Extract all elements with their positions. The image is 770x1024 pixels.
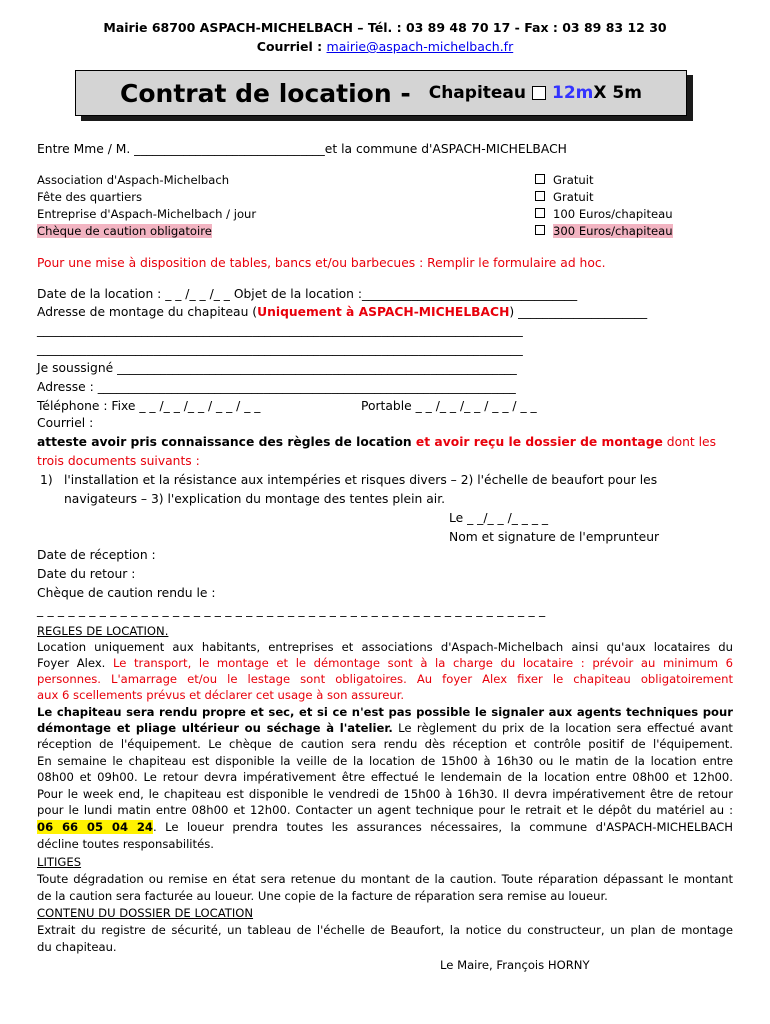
contenu-line-2: du chapiteau. [37, 940, 117, 954]
date-reception[interactable]: Date de réception : [37, 548, 156, 562]
litiges-heading: LITIGES [37, 855, 82, 869]
checkbox-12m[interactable] [532, 86, 546, 100]
tarif-label-3: Chèque de caution obligatoire [37, 224, 212, 238]
entre-line: Entre Mme / M. _______________________________et la commune d'ASPACH-MICHELBACH [37, 142, 567, 156]
litiges-line-2: de la caution sera facturée au loueur. Une copie de la facture de réparation sera remise au loueur. [37, 889, 608, 903]
separator-dashes: _ _ _ _ _ _ _ _ _ _ _ _ _ _ _ _ _ _ _ _ _ _ _ _ _ _ _ _ _ _ _ _ _ _ _ _ _ _ _ _ _ _ _ _ _ _ _ _ _ [37, 603, 546, 617]
title-box [75, 70, 687, 116]
tarif-label-2: Entreprise d'Aspach-Michelbach / jour [37, 207, 257, 221]
tarif-label-0: Association d'Aspach-Michelbach [37, 173, 230, 187]
note-tables: Pour une mise à disposition de tables, bancs et/ou barbecues : Remplir le formulaire ad hoc. [37, 256, 606, 270]
agent-phone: 06 66 05 04 24 [37, 820, 153, 834]
courriel-email-link[interactable]: mairie@aspach-michelbach.fr [326, 39, 514, 54]
doc-list-line-2: navigateurs – 3) l'explication du montage des tentes plein air. [64, 492, 446, 506]
regles-line-5: Le chapiteau sera rendu propre et sec, et si ce n'est pas possible le signaler aux agents techniques pour [37, 705, 733, 719]
contenu-line-1: Extrait du registre de sécurité, un tableau de l'échelle de Beaufort, la notice du constructeur, un plan de montage [37, 923, 733, 937]
adresse-montage-line[interactable]: Adresse de montage du chapiteau (Uniquement à ASPACH-MICHELBACH) _____________________ [37, 305, 648, 319]
signature-label: Nom et signature de l'emprunteur [449, 530, 660, 544]
atteste-line: atteste avoir pris connaissance des règles de location et avoir reçu le dossier de montage dont les [37, 435, 717, 449]
page-title: Contrat de location - [120, 78, 411, 108]
regles-line-3: personnes. L'amarrage et/ou le lestage sont obligatoires. Au foyer Alex fixer le chapiteau obligatoirement [37, 672, 733, 686]
regles-line-12: 06 66 05 04 24. Le loueur prendra toutes les assurances nécessaires, la commune d'ASPACH-MICHELBACH [37, 820, 733, 834]
regles-line-7: réception de l'équipement. Le chèque de caution sera rendu dès réception et contrôle positif de l'équipement. [37, 737, 733, 751]
regles-line-10: Pour le week end, le chapiteau est disponible le vendredi de 15h00 à 16h30. Il devra impérativement être de retour [37, 787, 733, 801]
tarif-label-1: Fête des quartiers [37, 190, 143, 204]
soussigne-line[interactable]: Je soussigné _________________________________________________________________ [37, 361, 517, 375]
litiges-line-1: Toute dégradation ou remise en état sera retenue du montant de la caution. Toute réparation dépassant le montant [37, 872, 733, 886]
checkbox-icon[interactable] [535, 191, 545, 201]
doc-list-number: 1) [40, 473, 53, 487]
blank-line-2[interactable]: _______________________________________________________________________________ [37, 342, 523, 356]
tarif-price-0[interactable]: Gratuit [535, 173, 594, 187]
regles-heading: REGLES DE LOCATION. [37, 624, 169, 638]
contenu-heading: CONTENU DU DOSSIER DE LOCATION [37, 906, 254, 920]
regles-line-4: aux 6 scellements prévus et déclarer cet usage à son assureur. [37, 688, 405, 702]
uniquement-aspach: Uniquement à ASPACH-MICHELBACH [257, 305, 510, 319]
header-courriel [0, 39, 770, 54]
doc-list-line-1: l'installation et la résistance aux intempéries et risques divers – 2) l'échelle de beaufort pour les [64, 473, 658, 487]
regles-line-9: 08h00 et 09h00. Le retour devra impérativement être effectué le lendemain de la location entre 08h00 et 12h00. [37, 770, 733, 784]
telephone-portable[interactable]: Portable _ _ /_ _ /_ _ / _ _ / _ _ [361, 399, 537, 413]
tarif-price-3[interactable]: 300 Euros/chapiteau [535, 224, 673, 238]
date-location-line[interactable]: Date de la location : _ _ /_ _ /_ _ Objet de la location :___________________________________ [37, 287, 578, 301]
tarif-price-2[interactable]: 100 Euros/chapiteau [535, 207, 673, 221]
maire-signature: Le Maire, François HORNY [440, 958, 590, 972]
signature-date[interactable]: Le _ _/_ _ /_ _ _ _ [449, 511, 549, 525]
regles-line-8: En semaine le chapiteau est disponible la veille de la location de 15h00 à 16h30 ou le matin de la location entre [37, 754, 733, 768]
courriel-line[interactable]: Courriel : [37, 416, 94, 430]
regles-line-2: Foyer Alex. Le transport, le montage et le démontage sont à la charge du locataire : prévoir au minimum 6 [37, 656, 734, 670]
regles-line-6: démontage et pliage ultérieur ou séchage à l'atelier. Le règlement du prix de la location sera effectué avant [37, 721, 733, 735]
checkbox-icon[interactable] [535, 225, 545, 235]
checkbox-icon[interactable] [535, 174, 545, 184]
cheque-rendu[interactable]: Chèque de caution rendu le : [37, 586, 216, 600]
date-retour[interactable]: Date du retour : [37, 567, 136, 581]
courriel-label: Courriel : [256, 39, 327, 54]
adresse-line[interactable]: Adresse : ____________________________________________________________________ [37, 380, 516, 394]
regles-line-13: décline toutes responsabilités. [37, 837, 214, 851]
header-address: Mairie 68700 ASPACH-MICHELBACH – Tél. : 03 89 48 70 17 - Fax : 03 89 83 12 30 [103, 20, 667, 35]
checkbox-icon[interactable] [535, 208, 545, 218]
title-chapiteau: Chapiteau [428, 83, 526, 103]
title-size-12m: 12m [552, 83, 594, 103]
title-size-rest: X 5m [593, 83, 642, 103]
blank-line-1[interactable]: _______________________________________________________________________________ [37, 323, 523, 337]
telephone-fixe[interactable]: Téléphone : Fixe _ _ /_ _ /_ _ / _ _ / _ _ [37, 399, 261, 413]
regles-line-1: Location uniquement aux habitants, entreprises et associations d'Aspach-Michelbach ainsi qu'aux locataires du [37, 640, 733, 654]
regles-line-11: pour le lundi matin entre 08h00 et 12h00. Contacter un agent technique pour le retrait et le dépôt du matériel au : [37, 803, 733, 817]
tarif-price-1[interactable]: Gratuit [535, 190, 594, 204]
atteste-line-2: trois documents suivants : [37, 454, 200, 468]
